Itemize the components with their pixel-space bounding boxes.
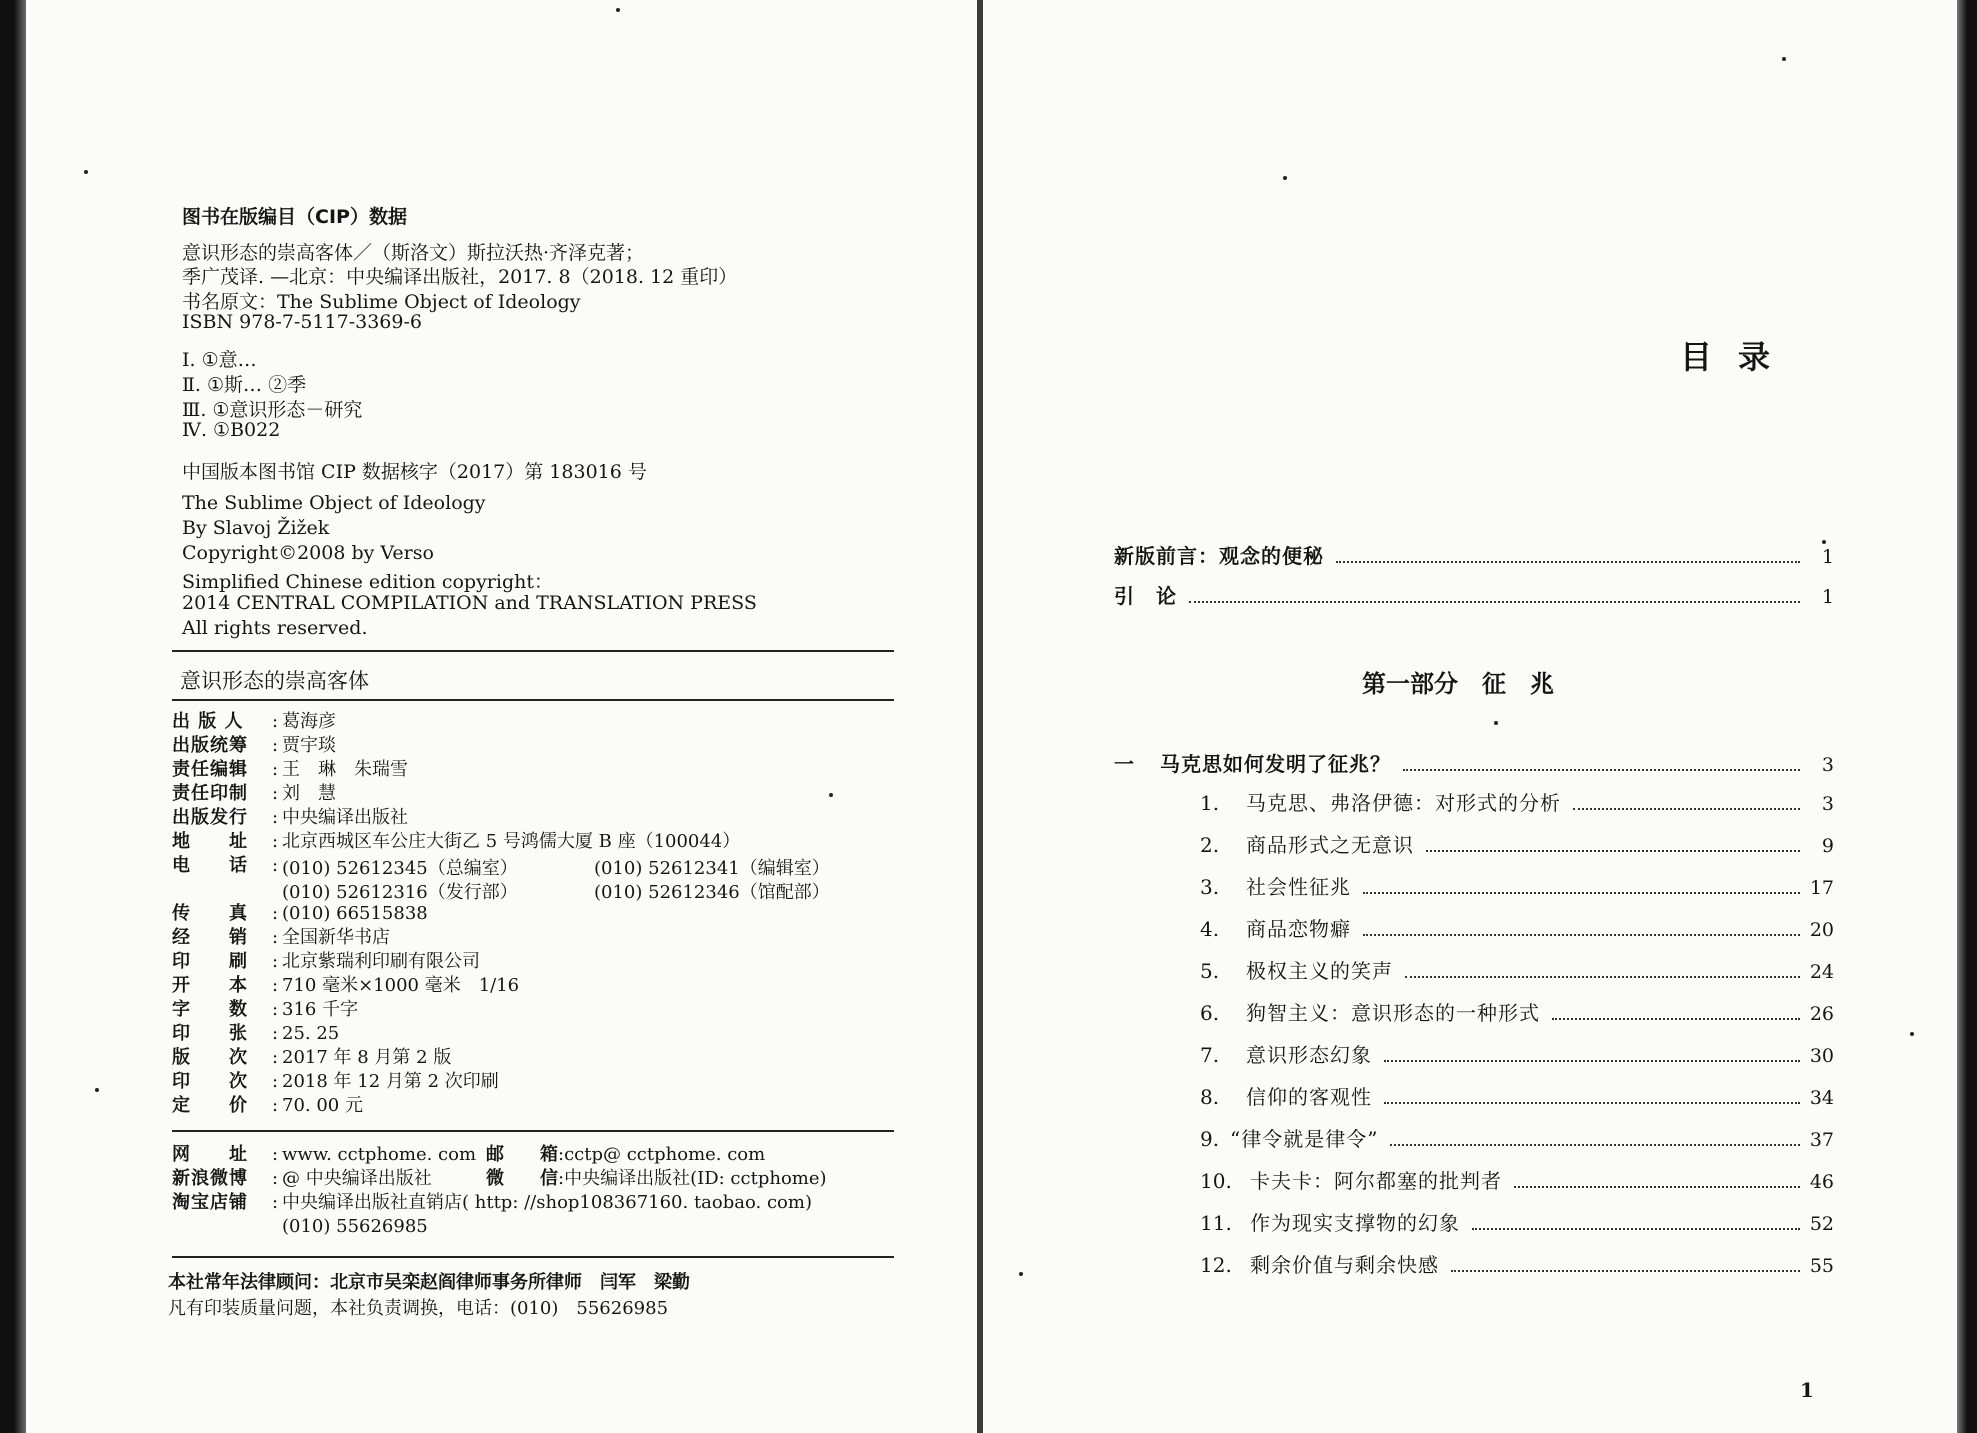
- toc-leader-dots: [1384, 1102, 1800, 1104]
- toc-leader-dots: [1336, 561, 1800, 563]
- toc-entry-title: 信仰的客观性: [1246, 1085, 1372, 1109]
- cip-line: 书名原文：The Sublime Object of Ideology: [182, 291, 581, 313]
- toc-page-number: 17: [1809, 877, 1834, 899]
- cip-classification: Ⅲ. ①意识形态－研究: [182, 399, 363, 421]
- original-edition: The Sublime Object of Ideology: [182, 492, 486, 514]
- toc-leader-dots: [1573, 808, 1800, 810]
- info-value: 北京西城区车公庄大街乙 5 号鸿儒大厦 B 座（100044）: [282, 831, 741, 852]
- toc-leader-dots: [1472, 1228, 1800, 1230]
- info-value: 北京紫瑞利印刷有限公司: [282, 951, 480, 972]
- info-value: 中央编译出版社: [282, 807, 408, 828]
- toc-title: 目录: [1680, 338, 1797, 376]
- info-label: 地 址: [172, 831, 248, 852]
- toc-leader-dots: [1363, 892, 1800, 894]
- toc-entry-introduction[interactable]: [1114, 580, 1834, 610]
- toc-section-number: 11.: [1200, 1211, 1232, 1235]
- original-edition: Simplified Chinese edition copyright：: [182, 571, 553, 593]
- toc-section[interactable]: [1200, 829, 1834, 859]
- scan-edge-right: [1957, 0, 1977, 1433]
- original-edition: Copyright©2008 by Verso: [182, 542, 434, 564]
- phone-number: (010) 52612316（发行部）: [282, 882, 518, 903]
- wechat-label: 微 信: [486, 1168, 558, 1189]
- info-row-coordinator: 出版统筹 : 贾宇琰: [172, 735, 336, 756]
- quality-notice: 凡有印装质量问题，本社负责调换，电话：(010) 55626985: [168, 1298, 669, 1319]
- info-value: 316 千字: [282, 999, 359, 1020]
- toc-leader-dots: [1552, 1018, 1800, 1020]
- toc-section-number: 12.: [1200, 1253, 1232, 1277]
- info-value: 全国新华书店: [282, 927, 390, 948]
- cip-classification: Ⅰ. ①意…: [182, 349, 257, 371]
- weibo-label: 新浪微博: [172, 1168, 248, 1189]
- toc-section[interactable]: [1200, 871, 1834, 901]
- info-row-printing-supervisor: 责任印制 : 刘 慧: [172, 783, 336, 804]
- info-label: 定 价: [172, 1095, 248, 1116]
- weibo-row: 新浪微博 : @ 中央编译出版社: [172, 1168, 432, 1189]
- info-row-sheets: 印 张 : 25. 25: [172, 1023, 340, 1044]
- info-label: 字 数: [172, 999, 248, 1020]
- toc-page-number: 46: [1809, 1171, 1834, 1193]
- toc-page-number: 1: [1821, 586, 1834, 608]
- info-value: 贾宇琰: [282, 735, 336, 756]
- website-row: 网 址 : www. cctphome. com: [172, 1144, 477, 1165]
- cip-classification: Ⅱ. ①斯… ②季: [182, 374, 307, 396]
- info-value: 2017 年 8 月第 2 版: [282, 1047, 452, 1068]
- cip-classification: Ⅳ. ①B022: [182, 419, 281, 441]
- info-label: 出版发行: [172, 807, 248, 828]
- toc-page-number: 3: [1821, 754, 1834, 776]
- info-row-distributor: 出版发行 : 中央编译出版社: [172, 807, 408, 828]
- toc-entry-title: “律令就是律令”: [1230, 1127, 1379, 1151]
- info-value: 刘 慧: [282, 783, 336, 804]
- toc-chapter-1[interactable]: [1114, 748, 1834, 778]
- toc-section[interactable]: [1200, 913, 1834, 943]
- toc-entry-title: 马克思、弗洛伊德：对形式的分析: [1246, 791, 1561, 815]
- info-row-price: 定 价 : 70. 00 元: [172, 1095, 363, 1116]
- info-label: 版 次: [172, 1047, 248, 1068]
- toc-page-number: 3: [1821, 793, 1834, 815]
- taobao-row: 淘宝店铺 : 中央编译出版社直销店( http: //shop108367160. taobao. com): [172, 1192, 812, 1213]
- left-page: [0, 0, 977, 1433]
- cip-line: 意识形态的崇高客体／（斯洛文）斯拉沃热·齐泽克著；: [182, 242, 645, 264]
- toc-section[interactable]: [1200, 1165, 1834, 1195]
- toc-leader-dots: [1426, 850, 1800, 852]
- scan-speck: [1494, 721, 1498, 725]
- info-label: 印 刷: [172, 951, 248, 972]
- phone-number: (010) 52612345（总编室）: [282, 858, 518, 879]
- info-value: 2018 年 12 月第 2 次印刷: [282, 1071, 499, 1092]
- toc-page-number: 9: [1821, 835, 1834, 857]
- scan-edge-left: [0, 0, 26, 1433]
- scan-speck: [1782, 57, 1786, 61]
- info-value: 葛海彦: [282, 711, 336, 732]
- info-label: 传 真: [172, 903, 248, 924]
- info-value: 25. 25: [282, 1023, 340, 1044]
- toc-section-number: 6.: [1200, 1001, 1220, 1025]
- cip-title: 图书在版编目（CIP）数据: [182, 206, 407, 228]
- toc-page-number: 37: [1809, 1129, 1834, 1151]
- info-row-address: 地 址 : 北京西城区车公庄大街乙 5 号鸿儒大厦 B 座（100044）: [172, 831, 741, 852]
- divider: [172, 1130, 894, 1132]
- info-label: 印 次: [172, 1071, 248, 1092]
- info-row-editor: 责任编辑 : 王 琳 朱瑞雪: [172, 759, 408, 780]
- toc-section-number: 10.: [1200, 1169, 1232, 1193]
- original-edition: By Slavoj Žižek: [182, 517, 330, 539]
- toc-section[interactable]: [1200, 1249, 1834, 1279]
- email-row: 邮 箱:cctp@ cctphome. com: [486, 1144, 766, 1165]
- info-label: 开 本: [172, 975, 248, 996]
- toc-section-number: 9.: [1200, 1127, 1220, 1151]
- toc-entry-title: 商品形式之无意识: [1246, 833, 1414, 857]
- toc-page-number: 26: [1809, 1003, 1834, 1025]
- info-row-impression: 印 次 : 2018 年 12 月第 2 次印刷: [172, 1071, 499, 1092]
- toc-section-number: 5.: [1200, 959, 1220, 983]
- toc-page-number: 55: [1809, 1255, 1834, 1277]
- original-edition: All rights reserved.: [182, 617, 368, 639]
- info-row-word-count: 字 数 : 316 千字: [172, 999, 359, 1020]
- info-label: 责任编辑: [172, 759, 248, 780]
- toc-section[interactable]: [1200, 997, 1834, 1027]
- toc-entry-preface[interactable]: [1114, 540, 1834, 570]
- part-heading: 第一部分 征 兆: [1362, 670, 1554, 698]
- toc-leader-dots: [1384, 1060, 1800, 1062]
- toc-section[interactable]: [1200, 955, 1834, 985]
- toc-chapter-number: 一: [1114, 752, 1134, 776]
- scan-speck: [829, 793, 833, 797]
- taobao[interactable]: 中央编译出版社直销店( http: //shop108367160. taobao. com): [282, 1192, 812, 1213]
- toc-entry-title: 社会性征兆: [1246, 875, 1351, 899]
- toc-section-number: 8.: [1200, 1085, 1220, 1109]
- divider: [172, 1256, 894, 1258]
- scan-speck: [1910, 1032, 1914, 1036]
- cip-number: 中国版本图书馆 CIP 数据核字（2017）第 183016 号: [182, 461, 647, 483]
- toc-leader-dots: [1405, 976, 1800, 978]
- info-row-printer: 印 刷 : 北京紫瑞利印刷有限公司: [172, 951, 480, 972]
- toc-section-number: 2.: [1200, 833, 1220, 857]
- cip-line: ISBN 978-7-5117-3369-6: [182, 311, 422, 333]
- toc-section-number: 1.: [1200, 791, 1220, 815]
- divider: [172, 699, 894, 701]
- toc-entry-title: 狗智主义：意识形态的一种形式: [1246, 1001, 1540, 1025]
- toc-entry-title: 引 论: [1114, 584, 1177, 608]
- scan-speck: [1283, 176, 1287, 180]
- toc-page-number: 24: [1809, 961, 1834, 983]
- toc-entry-title: 新版前言：观念的便秘: [1114, 544, 1324, 568]
- toc-page-number: 30: [1809, 1045, 1834, 1067]
- book-name: 意识形态的崇高客体: [180, 669, 369, 693]
- weibo[interactable]: @ 中央编译出版社: [282, 1168, 432, 1189]
- original-edition: 2014 CENTRAL COMPILATION and TRANSLATION PRESS: [182, 592, 757, 614]
- scan-speck: [1019, 1272, 1023, 1276]
- phone-number: (010) 52612346（馆配部）: [594, 882, 830, 903]
- page-number: 1: [1800, 1378, 1814, 1402]
- toc-section[interactable]: [1200, 1207, 1834, 1237]
- taobao-label: 淘宝店铺: [172, 1192, 248, 1213]
- toc-section[interactable]: [1200, 1081, 1834, 1111]
- divider: [172, 650, 894, 652]
- toc-page-number: 20: [1809, 919, 1834, 941]
- info-value: (010) 66515838: [282, 903, 428, 924]
- info-row-seller: 经 销 : 全国新华书店: [172, 927, 390, 948]
- email[interactable]: cctp@ cctphome. com: [564, 1144, 766, 1165]
- info-row-publisher: 出 版 人 : 葛海彦: [172, 711, 336, 732]
- toc-section[interactable]: [1200, 1123, 1834, 1153]
- toc-entry-title: 卡夫卡：阿尔都塞的批判者: [1250, 1169, 1502, 1193]
- toc-entry-title: 马克思如何发明了征兆？: [1160, 752, 1391, 776]
- toc-section[interactable]: [1200, 787, 1834, 817]
- email-label: 邮 箱: [486, 1144, 558, 1165]
- toc-section[interactable]: [1200, 1039, 1834, 1069]
- toc-entry-title: 作为现实支撑物的幻象: [1250, 1211, 1460, 1235]
- toc-section-number: 4.: [1200, 917, 1220, 941]
- info-label: 出版统筹: [172, 735, 248, 756]
- wechat[interactable]: 中央编译出版社(ID: cctphome): [564, 1168, 827, 1189]
- info-row-edition: 版 次 : 2017 年 8 月第 2 版: [172, 1047, 452, 1068]
- info-label: 印 张: [172, 1023, 248, 1044]
- wechat-row: 微 信:中央编译出版社(ID: cctphome): [486, 1168, 827, 1189]
- cip-line: 季广茂译. —北京：中央编译出版社，2017. 8（2018. 12 重印）: [182, 266, 738, 288]
- website-label: 网 址: [172, 1144, 248, 1165]
- toc-leader-dots: [1390, 1144, 1799, 1146]
- scan-speck: [84, 170, 88, 174]
- info-row-format: 开 本 : 710 毫米×1000 毫米 1/16: [172, 975, 520, 996]
- toc-entry-title: 商品恋物癖: [1246, 917, 1351, 941]
- toc-entry-title: 极权主义的笑声: [1246, 959, 1393, 983]
- info-value: 710 毫米×1000 毫米 1/16: [282, 975, 520, 996]
- taobao-phone: (010) 55626985: [282, 1216, 428, 1237]
- info-row-fax: 传 真 : (010) 66515838: [172, 903, 428, 924]
- toc-section-number: 3.: [1200, 875, 1220, 899]
- legal-counsel: 本社常年法律顾问：北京市吴栾赵阎律师事务所律师 闫军 梁勤: [168, 1272, 690, 1293]
- toc-page-number: 34: [1809, 1087, 1834, 1109]
- info-label: 责任印制: [172, 783, 248, 804]
- info-value: 王 琳 朱瑞雪: [282, 759, 408, 780]
- toc-leader-dots: [1189, 601, 1800, 603]
- phone-number: (010) 52612341（编辑室）: [594, 858, 830, 879]
- toc-page-number: 1: [1821, 546, 1834, 568]
- info-label: 电 话: [172, 855, 248, 876]
- scan-speck: [95, 1088, 99, 1092]
- toc-entry-title: 意识形态幻象: [1246, 1043, 1372, 1067]
- toc-page-number: 52: [1809, 1213, 1834, 1235]
- info-label: 出 版 人: [172, 711, 244, 732]
- info-row-phone: 电 话 :: [172, 855, 279, 876]
- toc-leader-dots: [1403, 769, 1800, 771]
- toc-entry-title: 剩余价值与剩余快感: [1250, 1253, 1439, 1277]
- toc-leader-dots: [1363, 934, 1800, 936]
- website[interactable]: www. cctphome. com: [282, 1144, 477, 1165]
- toc-leader-dots: [1451, 1270, 1800, 1272]
- toc-leader-dots: [1514, 1186, 1800, 1188]
- scan-speck: [616, 8, 620, 12]
- toc-section-number: 7.: [1200, 1043, 1220, 1067]
- info-value: 70. 00 元: [282, 1095, 363, 1116]
- info-label: 经 销: [172, 927, 248, 948]
